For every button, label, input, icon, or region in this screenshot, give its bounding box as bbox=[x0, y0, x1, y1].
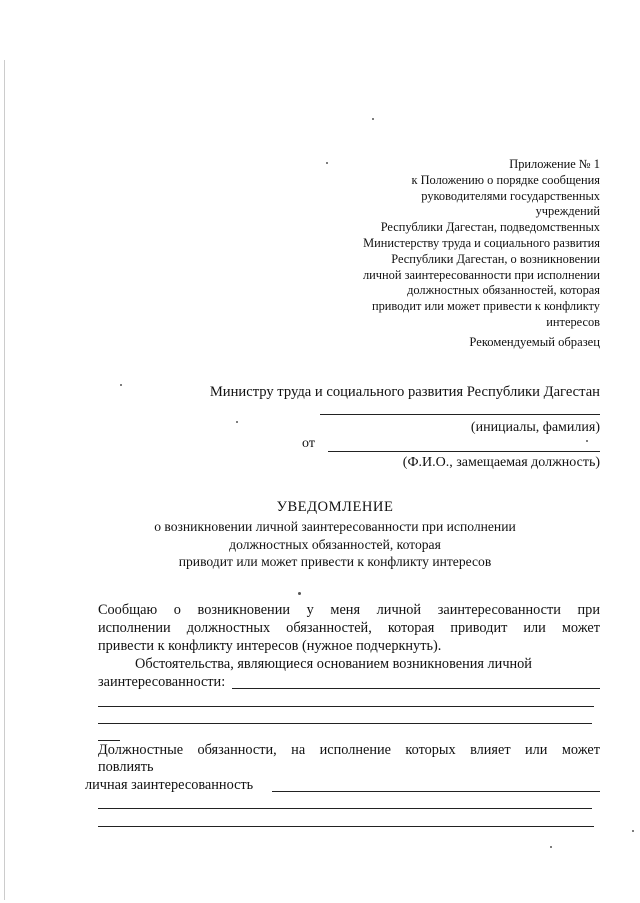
fill-line bbox=[98, 723, 592, 724]
fill-line bbox=[98, 808, 592, 809]
fio-line bbox=[328, 451, 600, 452]
appendix-line: к Положению о порядке сообщения bbox=[411, 172, 600, 187]
para1-line: привести к конфликту интересов (нужное подчеркнуть). bbox=[98, 638, 442, 654]
appendix-line: приводит или может привести к конфликту bbox=[371, 299, 600, 314]
appendix-line: Республики Дагестан, подведомственных bbox=[380, 220, 600, 235]
scan-speck bbox=[372, 118, 374, 120]
appendix-block bbox=[330, 157, 600, 331]
initials-line bbox=[320, 414, 600, 415]
appendix-line: Приложение № 1 bbox=[509, 157, 600, 171]
initials-caption: (инициалы, фамилия) bbox=[470, 420, 600, 435]
document-subtitle bbox=[100, 518, 570, 571]
fill-line bbox=[272, 791, 600, 792]
para3-line: личная заинтересованность bbox=[85, 777, 254, 793]
scan-speck bbox=[632, 830, 634, 832]
appendix-line: руководителями государственных bbox=[421, 188, 600, 203]
subtitle-line: о возникновении личной заинтересованности при исполнении bbox=[154, 519, 516, 534]
appendix-line: учреждений bbox=[535, 204, 600, 219]
subtitle-line: должностных обязанностей, которая bbox=[229, 536, 441, 552]
appendix-line: Министерству труда и социального развития bbox=[363, 235, 600, 250]
scan-speck bbox=[298, 592, 301, 595]
para1-line: исполнении должностных обязанностей, которая приводит или может bbox=[98, 620, 600, 636]
appendix-line: должностных обязанностей, которая bbox=[407, 283, 600, 298]
document-title: УВЕДОМЛЕНИЕ bbox=[276, 499, 394, 515]
scan-margin-line bbox=[4, 60, 5, 900]
scan-speck bbox=[586, 440, 588, 442]
appendix-line: личной заинтересованности при исполнении bbox=[362, 267, 600, 282]
from-label: от bbox=[302, 436, 315, 451]
fill-line bbox=[232, 688, 600, 689]
appendix-line: Республики Дагестан, о возникновении bbox=[391, 251, 600, 266]
fill-line bbox=[98, 826, 594, 827]
scan-speck bbox=[236, 421, 238, 423]
para3-line: повлиять bbox=[98, 759, 154, 775]
fill-line bbox=[98, 740, 120, 741]
sample-label: Рекомендуемый образец bbox=[469, 335, 600, 349]
fio-caption: (Ф.И.О., замещаемая должность) bbox=[402, 455, 600, 470]
addressee: Министру труда и социального развития Республики Дагестан bbox=[209, 384, 600, 400]
appendix-line: интересов bbox=[546, 314, 600, 329]
para1-line: Сообщаю о возникновении у меня личной заинтересованности при bbox=[98, 602, 600, 618]
para2-line: заинтересованности: bbox=[98, 674, 226, 690]
scan-speck bbox=[120, 384, 122, 386]
scan-speck bbox=[550, 846, 552, 848]
fill-line bbox=[98, 706, 594, 707]
scan-speck bbox=[326, 162, 328, 164]
para3-line: Должностные обязанности, на исполнение которых влияет или может bbox=[98, 742, 600, 758]
para2-line: Обстоятельства, являющиеся основанием возникновения личной bbox=[135, 656, 532, 672]
subtitle-line: приводит или может привести к конфликту интересов bbox=[178, 554, 492, 569]
